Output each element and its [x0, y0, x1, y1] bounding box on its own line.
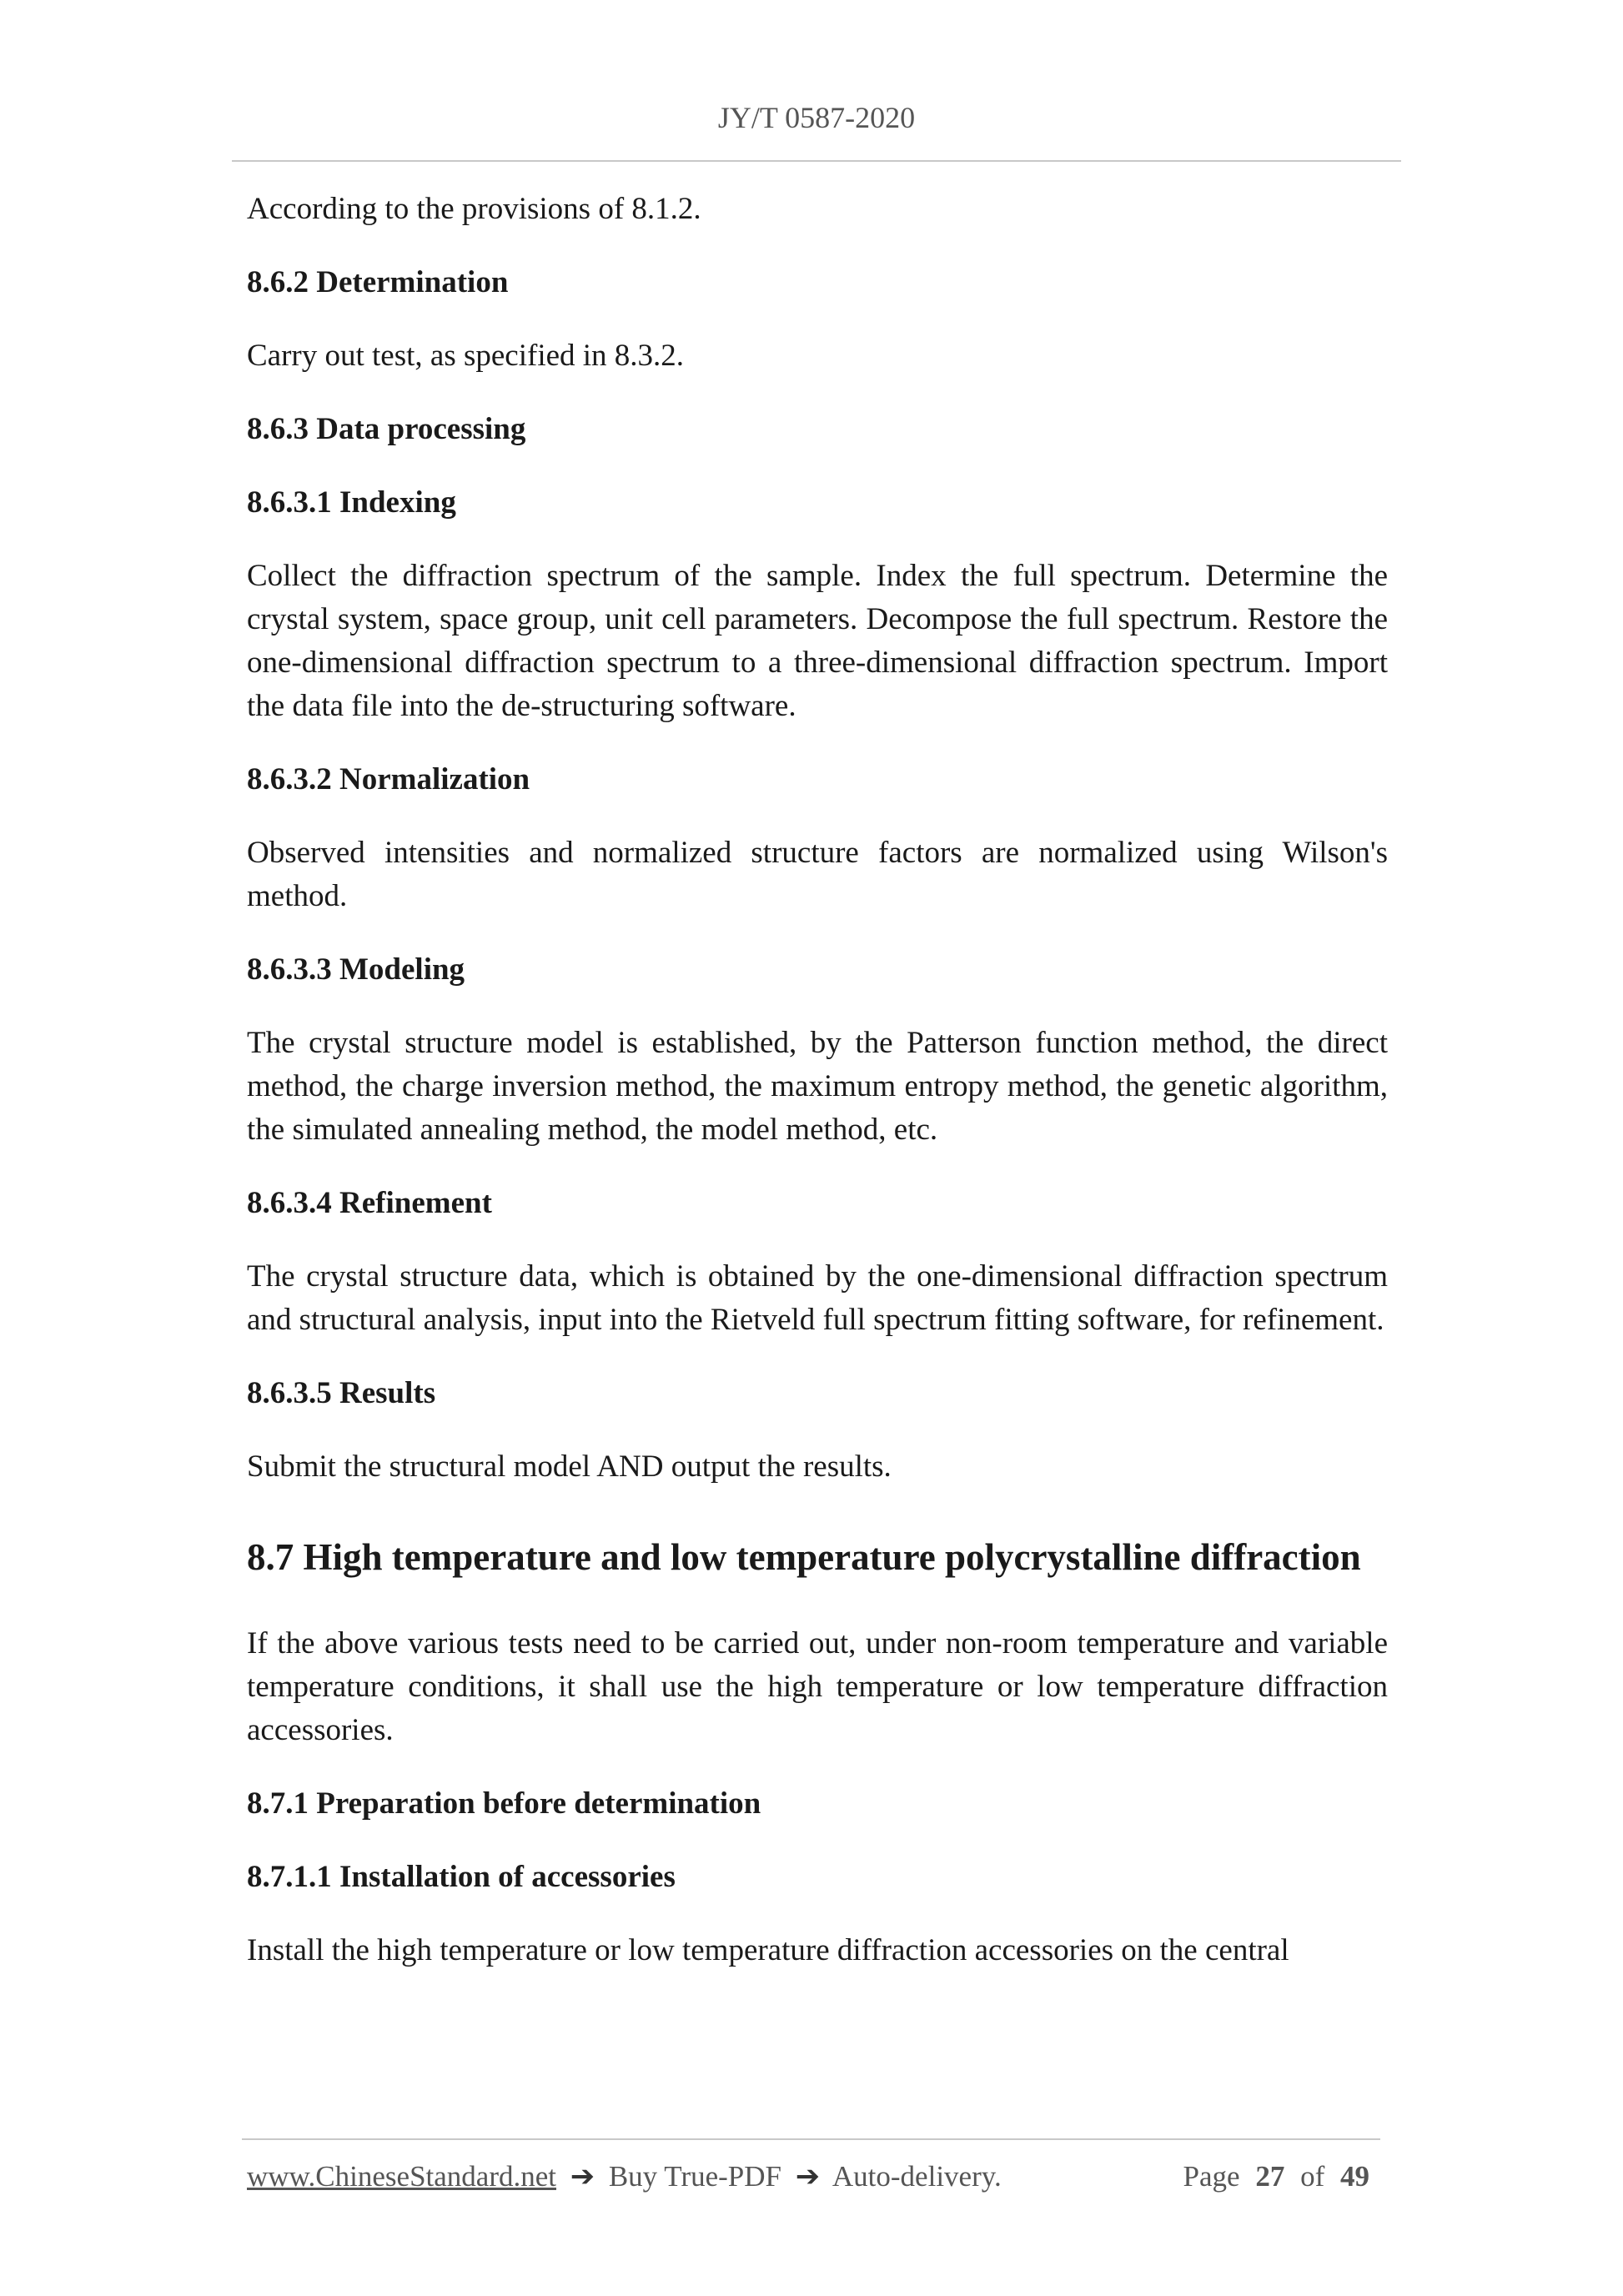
section-heading: 8.7 High temperature and low temperature polycrystalline diffraction — [247, 1536, 1361, 1578]
document-id: JY/T 0587-2020 — [717, 101, 916, 134]
paragraph: If the above various tests need to be carried out, under non-room temperature and variable temperature conditions, it shall use the high temperature or low temperature diffraction accessories. — [247, 1626, 1388, 1747]
subheading: 8.6.3.5 Results — [247, 1376, 436, 1410]
page-total: 49 — [1340, 2160, 1369, 2193]
page-footer — [247, 2160, 1378, 2193]
subheading: 8.6.3.1 Indexing — [247, 485, 456, 520]
subheading: 8.6.3 Data processing — [247, 412, 526, 446]
header-divider — [232, 160, 1401, 162]
footer-divider — [242, 2138, 1380, 2140]
subheading: 8.6.3.4 Refinement — [247, 1186, 492, 1220]
page-of-label: of — [1300, 2160, 1325, 2193]
arrow-right-icon: ➔ — [795, 2160, 821, 2193]
paragraph: Submit the structural model AND output the results. — [247, 1449, 892, 1484]
buy-true-pdf-text: Buy True-PDF — [608, 2160, 781, 2193]
paragraph: Observed intensities and normalized structure factors are normalized using Wilson's method. — [247, 836, 1388, 913]
page-current: 27 — [1255, 2160, 1285, 2193]
paragraph: Collect the diffraction spectrum of the sample. Index the full spectrum. Determine the crystal system, space group, unit cell parameters. Decompose the full spectrum. Restore the one-dimensional diffraction spectrum to a three-dimensional diffraction spectrum. Import the data file into the de-structuring software. — [247, 559, 1388, 723]
website-link[interactable]: www.ChineseStandard.net — [247, 2160, 556, 2193]
paragraph: The crystal structure model is established, by the Patterson function method, the direct method, the charge inversion method, the maximum entropy method, the genetic algorithm, the simulated annealing method, the model method, etc. — [247, 1026, 1388, 1147]
paragraph: Carry out test, as specified in 8.3.2. — [247, 339, 685, 373]
footer-promo — [247, 2160, 1002, 2193]
auto-delivery-text: Auto-delivery. — [832, 2160, 1002, 2193]
page-content — [247, 188, 1388, 2002]
page-number — [1183, 2160, 1378, 2193]
paragraph: Install the high temperature or low temperature diffraction accessories on the central — [247, 1933, 1289, 1967]
subheading: 8.6.3.2 Normalization — [247, 762, 530, 796]
paragraph: According to the provisions of 8.1.2. — [247, 192, 701, 226]
subheading: 8.7.1 Preparation before determination — [247, 1786, 761, 1821]
page-label: Page — [1183, 2160, 1240, 2193]
paragraph: The crystal structure data, which is obtained by the one-dimensional diffraction spectrum and structural analysis, input into the Rietveld full spectrum fitting software, for refinement. — [247, 1259, 1388, 1337]
subheading: 8.7.1.1 Installation of accessories — [247, 1860, 676, 1894]
subheading: 8.6.3.3 Modeling — [247, 952, 465, 987]
arrow-right-icon: ➔ — [570, 2160, 595, 2193]
document-header — [232, 100, 1401, 135]
subheading: 8.6.2 Determination — [247, 265, 509, 299]
